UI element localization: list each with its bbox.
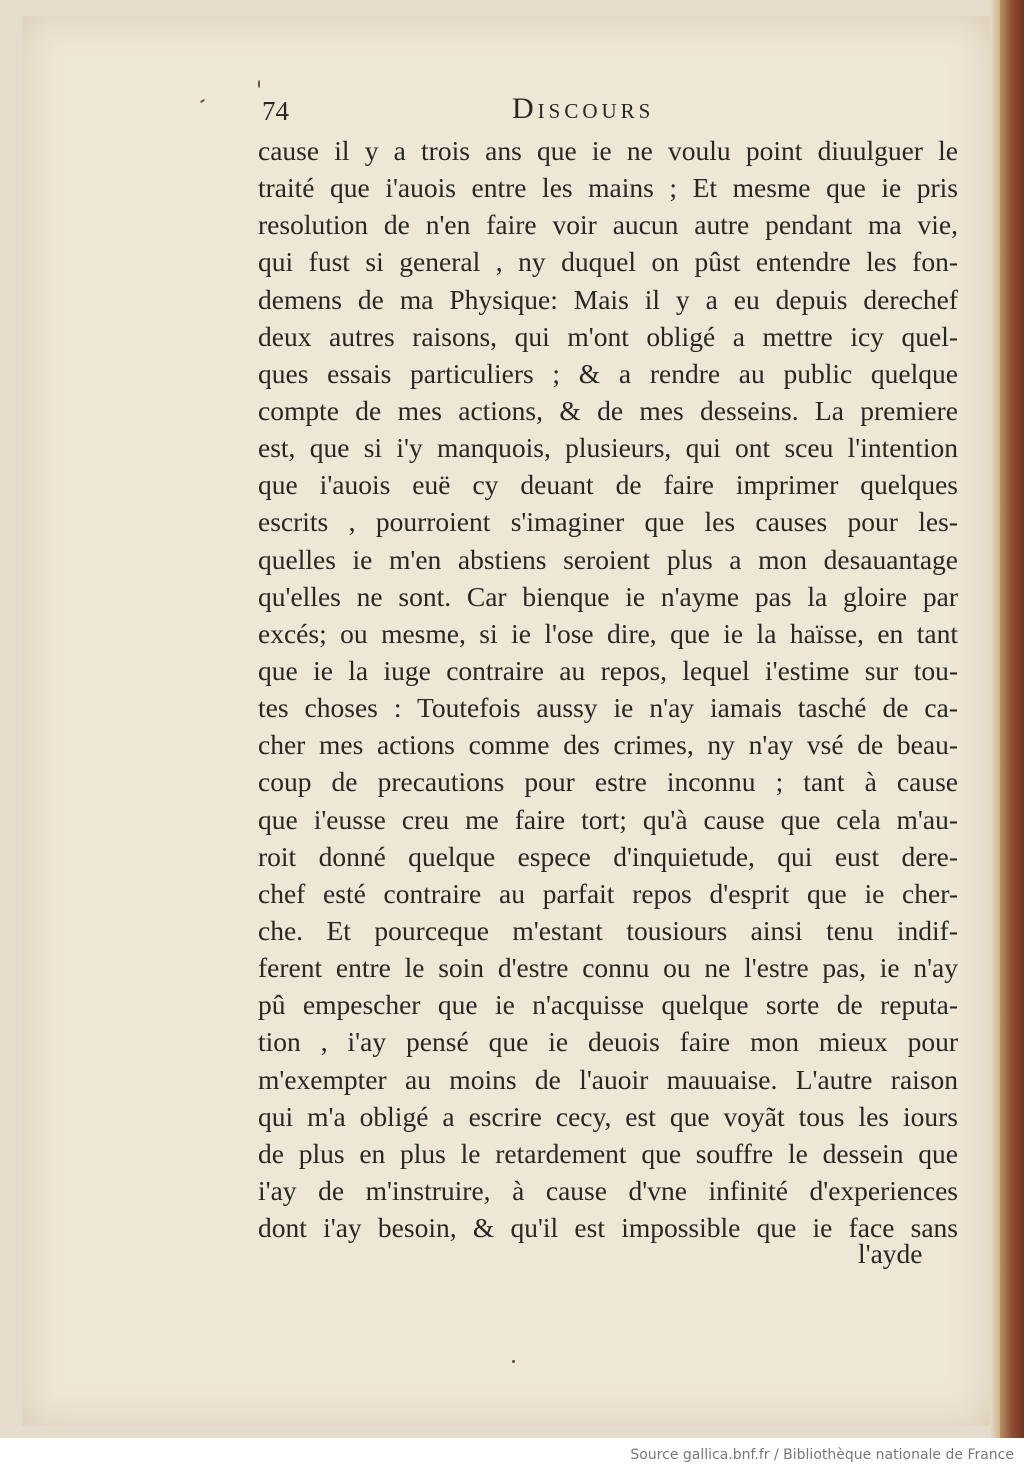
body-text [258, 132, 958, 1246]
text-line: m'exempter au moins de l'auoir mauuaise. L'autre raison [258, 1063, 958, 1095]
text-line: i'ay de m'instruire, à cause d'vne infinité d'experiences [258, 1174, 958, 1206]
text-line: ferent entre le soin d'estre connu ou ne l'estre pas, ie n'ay [258, 952, 958, 984]
text-line: tion , i'ay pensé que ie deuois faire mon mieux pour [258, 1026, 958, 1058]
text-line: dont i'ay besoin, & qu'il est impossible que ie face sans [258, 1212, 958, 1244]
text-line: que i'auois euë cy deuant de faire imprimer quelques [258, 469, 958, 501]
text-line: qu'elles ne sont. Car bienque ie n'ayme pas la gloire par [258, 580, 958, 612]
text-line: traité que i'auois entre les mains ; Et mesme que ie pris [258, 172, 958, 204]
text-line: que ie la iuge contraire au repos, lequel i'estime sur tou- [258, 654, 958, 686]
text-line: escrits , pourroient s'imaginer que les causes pour les- [258, 506, 958, 538]
text-line: cause il y a trois ans que ie ne voulu point diuulguer le [258, 135, 958, 166]
text-line: quelles ie m'en abstiens seroient plus a mon desauantage [258, 543, 958, 575]
page-number: 74 [262, 96, 289, 126]
text-line: excés; ou mesme, si ie l'ose dire, que ie la haïsse, en tant [258, 617, 958, 649]
text-line: demens de ma Physique: Mais il y a eu depuis derechef [258, 283, 958, 315]
source-credit: Source gallica.bnf.fr / Bibliothèque nationale de France [630, 1447, 1014, 1463]
text-line: est, que si i'y manquois, plusieurs, qui ont sceu l'intention [258, 432, 958, 464]
ink-mark [258, 80, 260, 88]
footer-bar [0, 1438, 1024, 1473]
text-line: que i'eusse creu me faire tort; qu'à cause que cela m'au- [258, 803, 958, 835]
text-line: compte de mes actions, & de mes desseins. La premiere [258, 394, 958, 426]
text-line: qui m'a obligé a escrire cecy, est que voyãt tous les iours [258, 1100, 958, 1132]
running-head: Discours [512, 92, 655, 125]
page-edge [990, 0, 1000, 1438]
text-line: resolution de n'en faire voir aucun autre pendant ma vie, [258, 209, 958, 241]
text-line: roit donné quelque espece d'inquietude, qui eust dere- [258, 840, 958, 872]
text-line: de plus en plus le retardement que souffre le dessein que [258, 1137, 958, 1169]
text-line: ques essais particuliers ; & a rendre au public quelque [258, 357, 958, 389]
catchword: l'ayde [858, 1238, 923, 1269]
text-line: deux autres raisons, qui m'ont obligé a mettre icy quel- [258, 320, 958, 352]
ink-mark [512, 1360, 515, 1363]
text-line: cher mes actions comme des crimes, ny n'ay vsé de beau- [258, 729, 958, 761]
text-line: che. Et pourceque m'estant tousiours ainsi tenu indif- [258, 914, 958, 946]
text-line: qui fust si general , ny duquel on pûst entendre les fon- [258, 246, 958, 278]
text-line: coup de precautions pour estre inconnu ; tant à cause [258, 766, 958, 798]
text-line: pû empescher que ie n'acquisse quelque sorte de reputa- [258, 989, 958, 1021]
text-line: chef esté contraire au parfait repos d'esprit que ie cher- [258, 877, 958, 909]
text-line: tes choses : Toutefois aussy ie n'ay iamais tasché de ca- [258, 692, 958, 724]
